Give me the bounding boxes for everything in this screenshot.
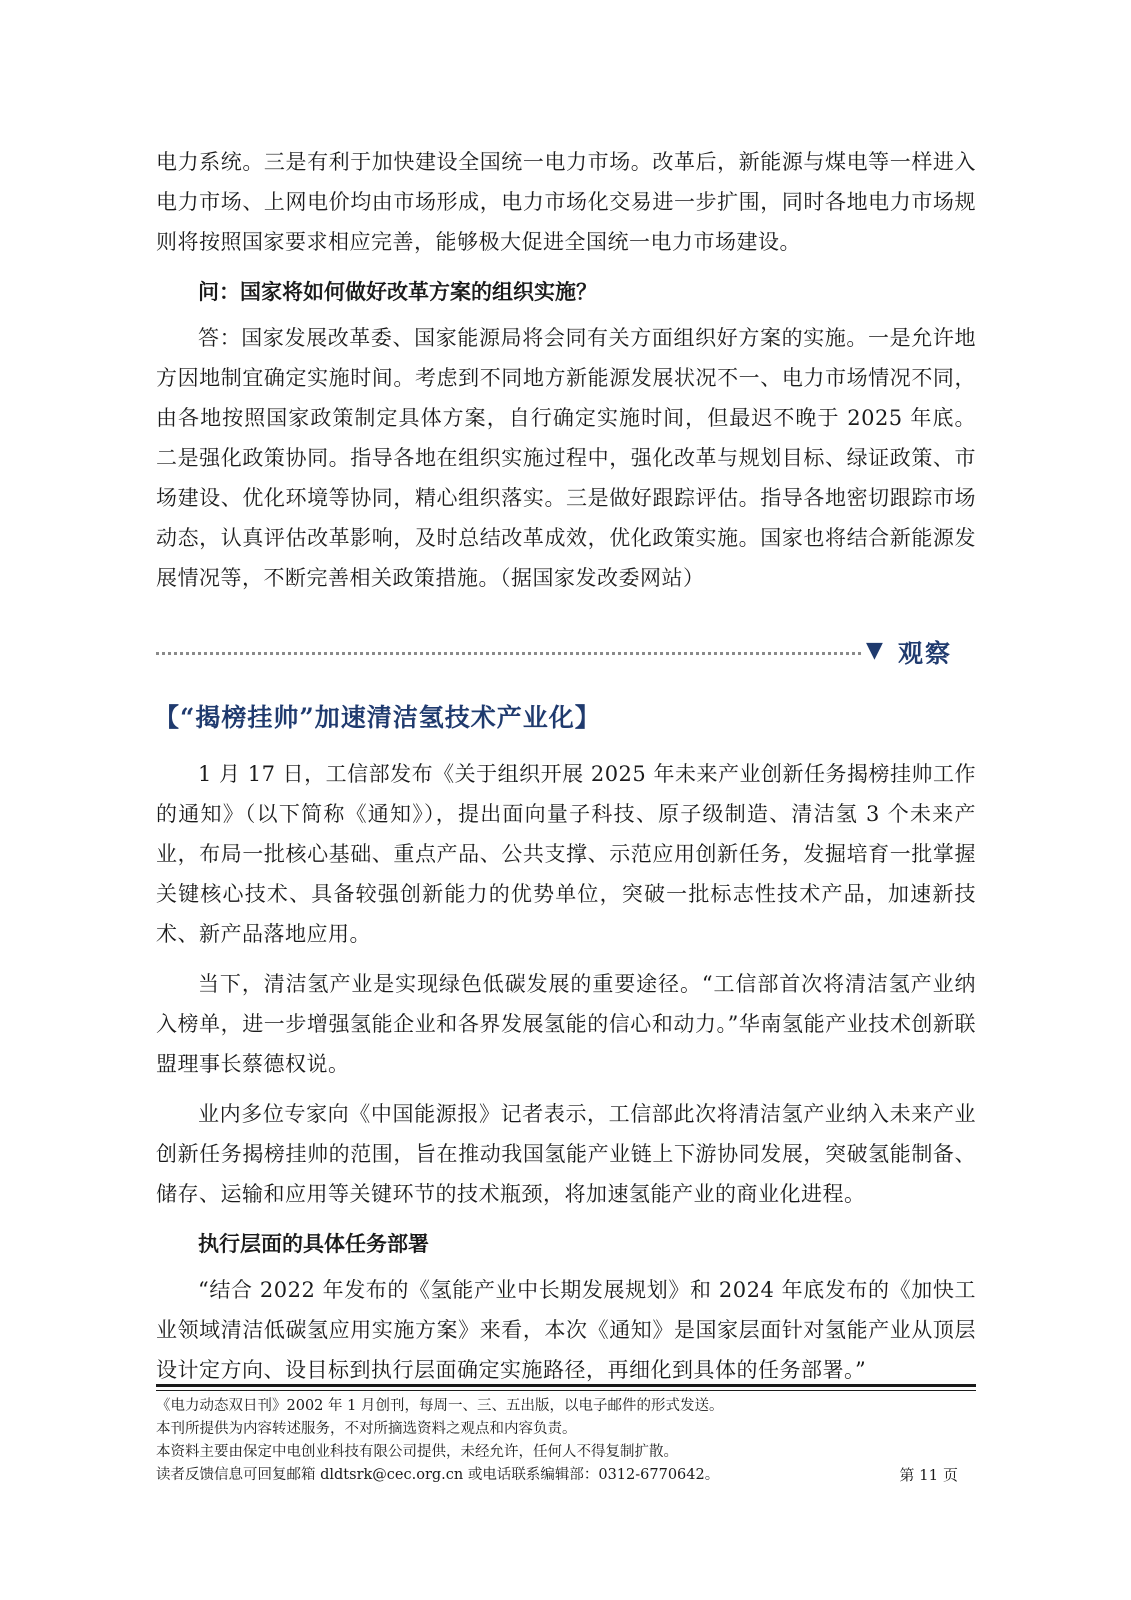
article-paragraph: 1 月 17 日，工信部发布《关于组织开展 2025 年未来产业创新任务揭榜挂帅工作的通知》（以下简称《通知》），提出面向量子科技、原子级制造、清洁氢 3 个未来产业，布局一批核心基础、重点产品、公共支撑、示范应用创新任务，发掘培育一批掌握关键核心技术、具备较强创新能力的优势单位，突破一批标志性技术产品，加速新技术、新产品落地应用。 [156, 762, 976, 946]
footer-contact-text: 读者反馈信息可回复邮箱 dldtsrk@cec.org.cn 或电话联系编辑部：0312-6770642。 [156, 1467, 720, 1483]
footer-rule-thick [156, 1384, 976, 1387]
section-label: 观察 [898, 639, 953, 668]
section-divider [156, 632, 976, 676]
dotted-rule [156, 652, 861, 655]
article-paragraph: 业内多位专家向《中国能源报》记者表示，工信部此次将清洁氢产业纳入未来产业创新任务揭榜挂帅的范围，旨在推动我国氢能产业链上下游协同发展，突破氢能制备、储存、运输和应用等关键环节的技术瓶颈，将加速氢能产业的商业化进程。 [156, 1102, 976, 1206]
continued-paragraph: 电力系统。三是有利于加快建设全国统一电力市场。改革后，新能源与煤电等一样进入电力市场、上网电价均由市场形成，电力市场化交易进一步扩围，同时各地电力市场规则将按照国家要求相应完善，能够极大促进全国统一电力市场建设。 [156, 150, 976, 254]
article-paragraph: 当下，清洁氢产业是实现绿色低碳发展的重要途径。“工信部首次将清洁氢产业纳入榜单，进一步增强氢能企业和各界发展氢能的信心和动力。”华南氢能产业技术创新联盟理事长蔡德权说。 [156, 972, 976, 1076]
page-content [156, 142, 976, 1400]
footer-line: 本刊所提供为内容转述服务，不对所摘选资料之观点和内容负责。 [156, 1421, 577, 1437]
footer-line: 本资料主要由保定中电创业科技有限公司提供，未经允许，任何人不得复制扩散。 [156, 1444, 678, 1460]
article-subheading: 执行层面的具体任务部署 [198, 1231, 429, 1256]
question-heading: 问：国家将如何做好改革方案的组织实施？ [198, 279, 597, 304]
footer-line: 《电力动态双日刊》2002 年 1 月创刊，每周一、三、五出版，以电子邮件的形式发送。 [156, 1398, 724, 1414]
footer-rule-thin [156, 1390, 976, 1391]
footer-line-contact [156, 1464, 976, 1487]
triangle-down-icon: ▼ [866, 638, 883, 663]
article-paragraph: “结合 2022 年发布的《氢能产业中长期发展规划》和 2024 年底发布的《加快工业领域清洁低碳氢应用实施方案》来看，本次《通知》是国家层面针对氢能产业从顶层设计定方向、设目标到执行层面确定实施路径，再细化到具体的任务部署。” [156, 1278, 976, 1382]
footer-text [156, 1395, 976, 1487]
page-footer [156, 1384, 976, 1487]
page-number: 第 11 页 [899, 1466, 958, 1484]
article-headline: 【“揭榜挂帅”加速清洁氢技术产业化】 [154, 703, 601, 732]
answer-paragraph: 答：国家发展改革委、国家能源局将会同有关方面组织好方案的实施。一是允许地方因地制宜确定实施时间。考虑到不同地方新能源发展状况不一、电力市场情况不同，由各地按照国家政策制定具体方案，自行确定实施时间，但最迟不晚于 2025 年底。二是强化政策协同。指导各地在组织实施过程中，强化改革与规划目标、绿证政策、市场建设、优化环境等协同，精心组织落实。三是做好跟踪评估。指导各地密切跟踪市场动态，认真评估改革影响，及时总结改革成效，优化政策实施。国家也将结合新能源发展情况等，不断完善相关政策措施。（据国家发改委网站） [156, 326, 976, 590]
